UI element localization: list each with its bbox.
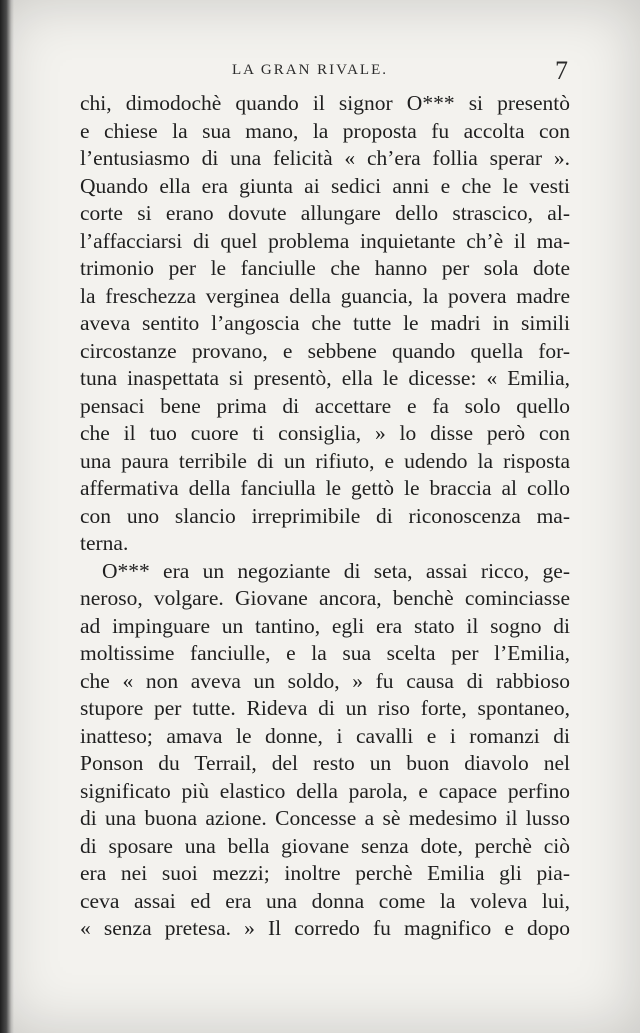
text-line: l’entusiasmo di una felicità « ch’era follia sperar ». <box>80 146 570 170</box>
text-line: significato più elastico della parola, e capace perfino <box>80 778 570 803</box>
text-line: circostanze provano, e sebbene quando quella for- <box>80 338 570 363</box>
text-line: e chiese la sua mano, la proposta fu accolta con <box>80 118 570 143</box>
text-line: stupore per tutte. Rideva di un riso forte, spontaneo, <box>80 696 570 720</box>
text-line: corte si erano dovute allungare dello strascico, al- <box>80 201 570 225</box>
text-line: la freschezza verginea della guancia, la povera madre <box>80 283 570 308</box>
text-line: inatteso; amava le donne, i cavalli e i romanzi di <box>80 723 570 748</box>
page-number: 7 <box>555 56 568 85</box>
text-line: tuna inaspettata si presentò, ella le dicesse: « Emilia, <box>80 366 570 390</box>
text-line: affermativa della fanciulla le gettò le braccia al collo <box>80 476 570 500</box>
text-line: che il tuo cuore ti consiglia, » lo disse però con <box>80 421 570 445</box>
body-text <box>80 90 570 943</box>
text-line: Ponson du Terrail, del resto un buon diavolo nel <box>80 751 570 775</box>
text-line: chi, dimodochè quando il signor O*** si presentò <box>80 91 570 115</box>
text-line: ceva assai ed era una donna come la voleva lui, <box>80 888 570 913</box>
running-title: LA GRAN RIVALE. <box>232 62 388 78</box>
text-line: « senza pretesa. » Il corredo fu magnifico e dopo <box>80 916 570 940</box>
text-line: moltissime fanciulle, e la sua scelta per l’Emilia, <box>80 641 570 665</box>
text-line: ad impinguare un tantino, egli era stato il sogno di <box>80 613 570 638</box>
text-line: di una buona azione. Concesse a sè medesimo il lusso <box>80 806 570 830</box>
text-line: neroso, volgare. Giovane ancora, benchè cominciasse <box>80 586 570 610</box>
text-line: pensaci bene prima di accettare e fa solo quello <box>80 393 570 418</box>
text-line: aveva sentito l’angoscia che tutte le madri in simili <box>80 311 570 335</box>
text-line: l’affacciarsi di quel problema inquietante ch’è il ma- <box>80 228 570 253</box>
text-line: terna. <box>80 531 129 555</box>
text-line: con uno slancio irreprimibile di riconoscenza ma- <box>80 503 570 528</box>
text-line: che « non aveva un soldo, » fu causa di rabbioso <box>80 668 570 693</box>
text-line: Quando ella era giunta ai sedici anni e che le vesti <box>80 173 570 198</box>
text-line: di sposare una bella giovane senza dote, perchè ciò <box>80 833 570 858</box>
text-line: una paura terribile di un rifiuto, e udendo la risposta <box>80 448 570 473</box>
page-binding-edge <box>0 0 14 1033</box>
text-line: O*** era un negoziante di seta, assai ricco, ge- <box>102 558 570 583</box>
text-line: trimonio per le fanciulle che hanno per sola dote <box>80 256 570 280</box>
text-line: era nei suoi mezzi; inoltre perchè Emilia gli pia- <box>80 861 570 885</box>
